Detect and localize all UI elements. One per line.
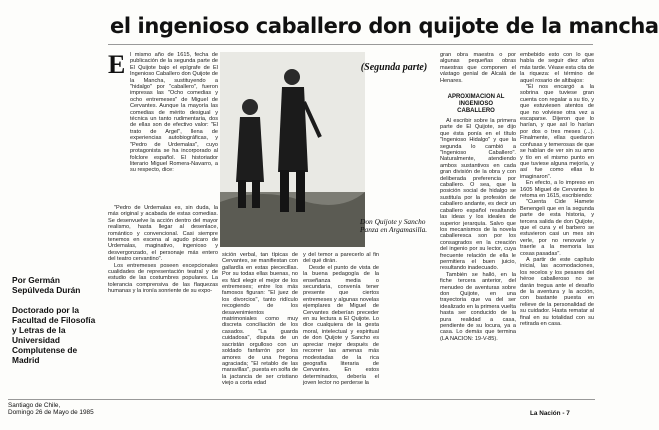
col5-paragraph-2: "Él nos encargó a la sobrina que tuviese gran cuenta con regalar a su tío, y que estuviesen atentos de que no volviese otra vez a escaparse. Dijeron que lo harían, y que así lo harían por dos o tres meses (...). Finalmente, ellas quedaron confusas y temerosas de que se habían de ver sin su amo y tío en el mismo punto en que tuviese alguna mejoría, y así fue como ellas lo imaginaron". <box>520 84 594 180</box>
footer-page: La Nación - 7 <box>530 410 570 417</box>
footer-place: Santiago de Chile, <box>8 402 61 409</box>
photo-quijote-sancho <box>220 52 365 247</box>
dropcap: E <box>108 50 126 79</box>
col2-paragraph-1: sición verbal, tan típicas de Cervantes, se manifiestan con gallardía en estas piececillas. Por su todas ellas buenas, no es fácil elegir el mejor de los entremeses; entre los más famosos figuran: "El juez de los divorcios", tanto ridículo recogiendo de los desavenimientos matrimoniales como muy discreta conciliación de los casados. "La guarda cuidadosa", disputa de un sacristán orgulloso con un soldado fanfarrón por los amores de una fregona agraciada; "El retablo de las maravillas", puesta en solfa de la jactancia de ser cristiano viejo a corta edad <box>222 252 298 387</box>
photo-caption: Don Quijote y Sancho Panza en Argamasilla. <box>360 217 428 234</box>
col5-paragraph-5: A partir de este capítulo inicial, las acomodaciones, los recelos y los pesares del héroe caballeroso no se darán tregua ante el desafío de la aventura y la acción, con bastante puesta en relieve de la personalidad de su cuidador. Hasta rematar al final en su totalidad con su retirada en casa. <box>520 257 594 328</box>
col3-paragraph-2: Desde el punto de vista de la buena pedagogía de la enseñanza media o secundaria, convenía tener presente que ciertos entremeses y algunas novelas ejemplares de Miguel de Cervantes deberían preceder en su lectura a El Quijote. Lo dice cualquiera de la gesta moral, intelectual y espiritual de don Quijote y Sancho es apreciar mejor después de recorrer las amenas más modestadas de la rica geografía literaria de Cervantes. En estos determinados, debería el joven lector no perderse la <box>303 264 379 387</box>
column-1-top <box>130 52 218 202</box>
footer-date: Domingo 26 de Mayo de 1985 <box>8 409 94 417</box>
col4-paragraph-2: Al escribir sobre la primera parte de El Quijote, se dijo que ésta ponía en el título "Ingenioso Hidalgo" y que la segunda lo cambió a "Ingenioso Caballero". Naturalmente, atendiendo ambos sustantivos en cada gran división de la obra y con deliberada preferencia por caballero. O sea, que la posición social de hidalgo se sustituía por la profesión de caballero andante, es decir un caballero español resaltando las ideas y los ideales de superior jerarquía. Salvo que los mecanismos de la novela caballeresca son por los consagrados en la creación del ingenio por su lector, cuya frecuente relación de ella le permitiera el buen juicio, resultando inadecuado. <box>440 118 516 272</box>
col1-paragraph-1: l mismo año de 1615, fecha de publicación de la segunda parte de El Quijote bajo el epígrafe de El Ingenioso Caballero don Quijote de la Mancha, sustituyendo a "hidalgo" por "caballero", fueron impresas las "Ocho comedias y ocho entremeses" de Miguel de Cervantes. Aunque la mayoría las comedias de mérito desigual y técnica un tanto rudimentaria, dos de ellas son de efectivo valor: "El trato de Argel", llena de experiencias autobiográficas, y "Pedro de Urdemalas", cuyo protagonista se ha incorporado al folclore español. El historiador literario Miguel Romera-Navarro, a su respecto, dice: <box>130 52 218 174</box>
headline-rule <box>108 44 593 45</box>
column-2 <box>222 252 298 397</box>
column-4-top <box>440 52 516 92</box>
column-3 <box>303 252 379 397</box>
section-heading: APROXIMACION AL INGENIOSO CABALLERO <box>447 94 505 114</box>
column-5 <box>520 52 594 397</box>
column-1-bottom <box>108 205 218 395</box>
col5-paragraph-4: "Cuenta Cide Hamete Benengeli que en la segunda parte de esta historia, y tercera salida de don Quijote, que el cura y el barbero se estuvieron casi un mes sin verle, por no renovarle y traerle a la memoria las cosas pasadas". <box>520 199 594 257</box>
col1-paragraph-2: "Pedro de Urdemalas es, sin duda, la más original y acabada de estas comedias. Se desenvuelve la acción dentro del mayor realismo, hasta llegar al desenlace, romántico y convencional. Casi siempre tenemos en escena al agudo pícaro de Urdemalas, maginativo, ingenioso y desvergonzado, el personaje más entero del teatro cervantino". <box>108 205 218 263</box>
col1-paragraph-3: Los entremeses poseen excepcionales cualidades de representación teatral y de estudio de las costumbres populares. La tolerancia comprensiva de las flaquezas humanas y la ironía sonriente de su expo- <box>108 262 218 295</box>
byline-sidebar <box>12 275 102 375</box>
col4-paragraph-3: También se halló, en la fiche tercera anterior, del menudeo de aventuras sobre don Quijote, en una trayectoria que va del ser idealizado en la primera vuelta hasta ser conducido de la pura realidad a casa, pendiente de su locura, ya a casa. Lo demás que termina (LA NACION: 19-V-85). <box>440 271 516 342</box>
col4-paragraph-1: gran obra maestra o por algunas pequeñas obras maestras que componen el vástago genial de Alcalá de Henares. <box>440 52 516 84</box>
byline-bio: Doctorado por la Facultad de Filosofía y Letras de la Universidad Complutense de Madrid <box>12 305 96 365</box>
footer-dateline <box>8 402 94 417</box>
col3-paragraph-1: y del temor a parecerlo al fin del qué dirán. <box>303 252 379 265</box>
col5-paragraph-1: embebido esto con lo que había de seguir diez años más tarde. Véase esta cita de la riqueza: el término de aquel rosario de altibajos: <box>520 52 595 84</box>
byline-author: Por Germán Sepúlveda Durán <box>12 275 81 295</box>
headline: el ingenioso caballero don quijote de la mancha <box>110 14 659 38</box>
column-4-bottom <box>440 118 516 398</box>
subtitle: (Segunda parte) <box>360 62 428 73</box>
col5-paragraph-3: En efecto, a lo impreso en 1605 Miguel de Cervantes lo retoma en 1615, escribiendo: <box>520 180 594 199</box>
footer-rule <box>8 399 595 400</box>
